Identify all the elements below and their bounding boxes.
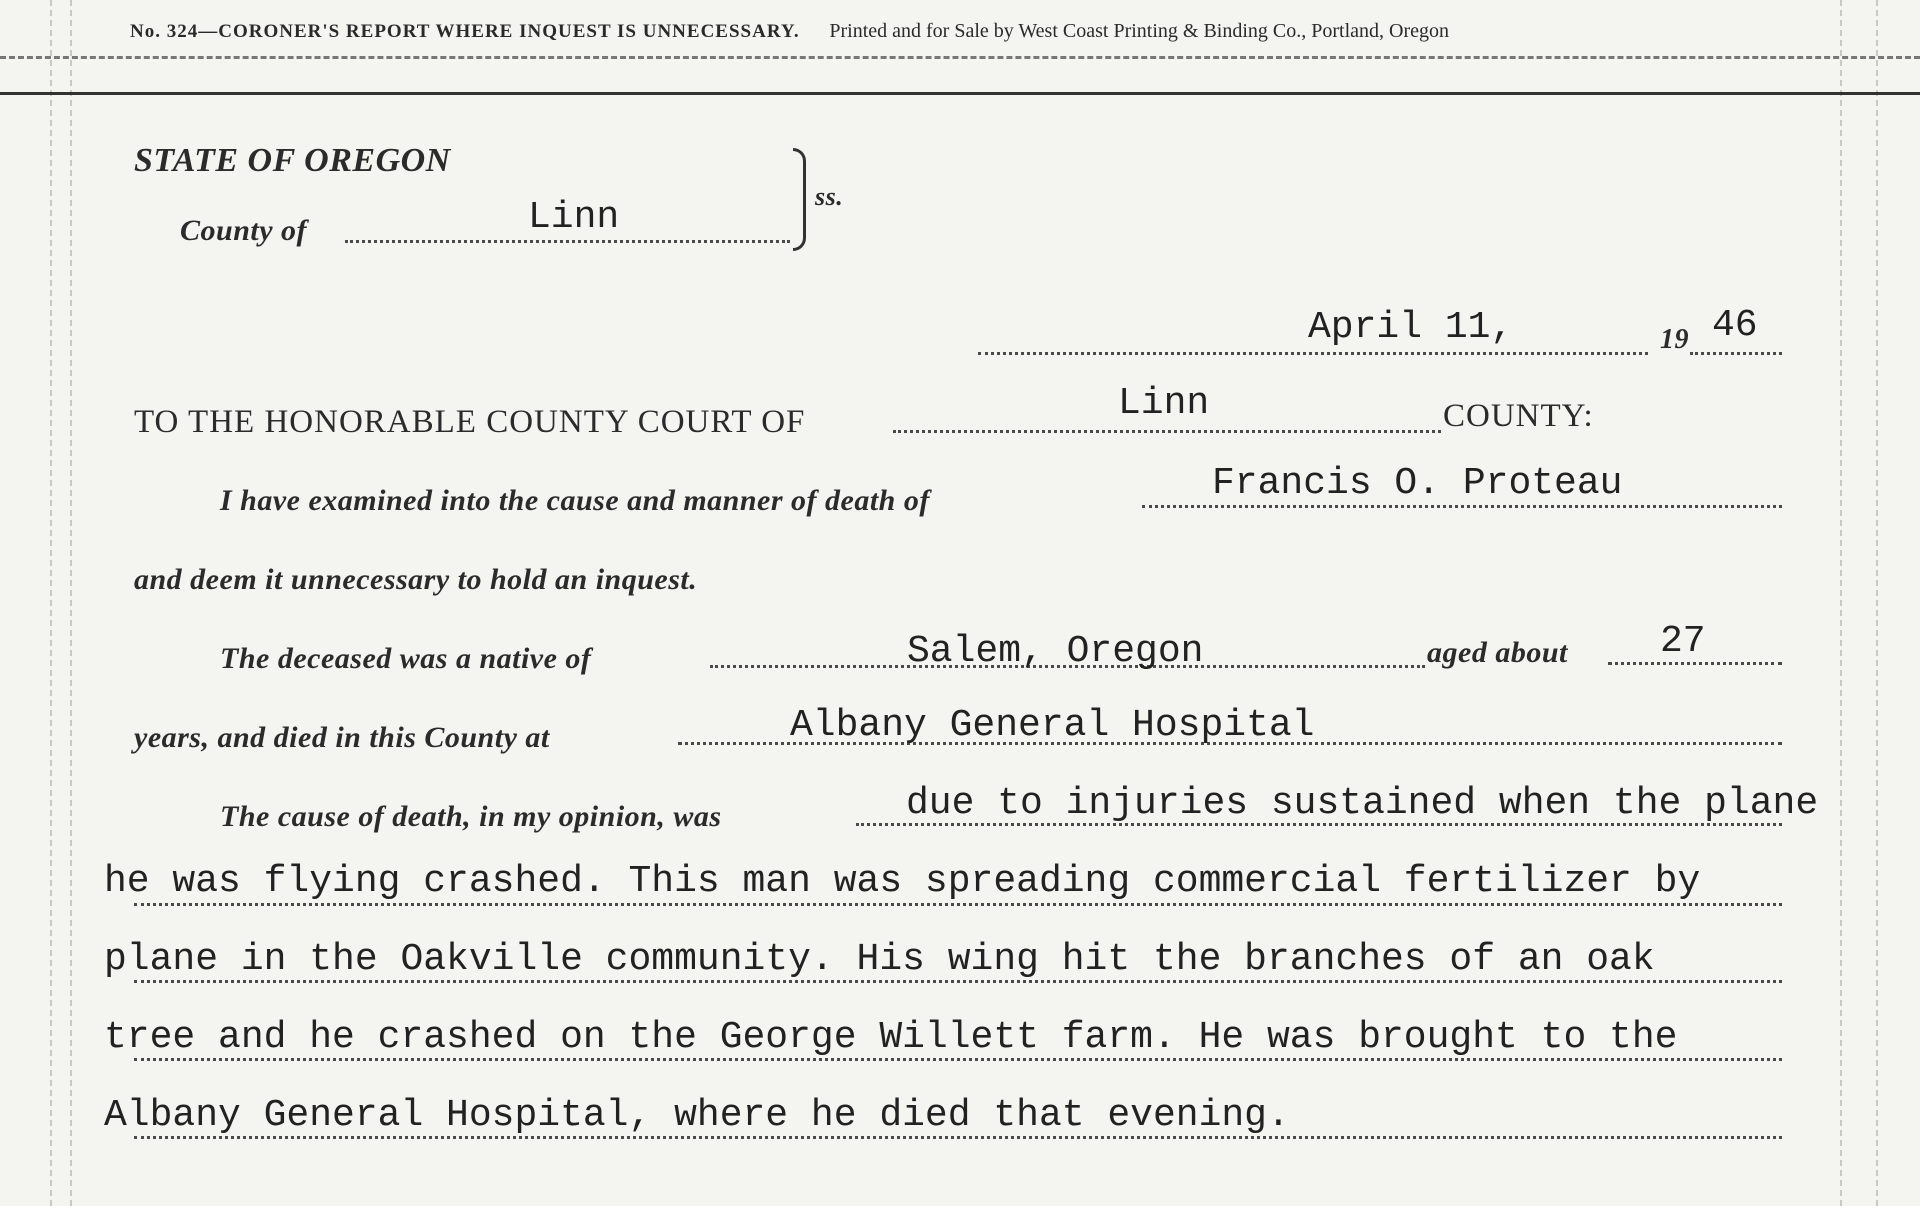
year-prefix: 19 xyxy=(1660,324,1689,355)
aged-label: aged about xyxy=(1427,636,1568,669)
year-suffix: 46 xyxy=(1712,304,1758,347)
cause-label: The cause of death, in my opinion, was xyxy=(220,800,722,833)
court-suffix: COUNTY: xyxy=(1443,398,1594,434)
year-field-line xyxy=(1690,352,1782,355)
brace-top xyxy=(793,148,806,201)
cause-line-4: tree and he crashed on the George Willett farm. He was brought to the xyxy=(104,1016,1678,1059)
scan-edge-line-left xyxy=(50,0,52,1206)
court-county-value: Linn xyxy=(1118,382,1210,425)
county-label: County of xyxy=(180,214,308,247)
court-label: TO THE HONORABLE COUNTY COURT OF xyxy=(134,404,806,440)
header-rule-top xyxy=(0,56,1920,59)
cause-line-2: he was flying crashed. This man was spreading commercial fertilizer by xyxy=(104,860,1701,903)
cause-line-1: due to injuries sustained when the plane xyxy=(906,782,1819,825)
ss-label: ss. xyxy=(815,182,844,211)
cause-field-line-2 xyxy=(134,903,1782,906)
scan-edge-line-far-right xyxy=(1876,0,1878,1206)
form-header xyxy=(130,20,1449,43)
county-value: Linn xyxy=(528,196,620,239)
cause-line-3: plane in the Oakville community. His wing hit the branches of an oak xyxy=(104,938,1655,981)
date-value: April 11, xyxy=(1308,306,1514,349)
cause-line-5: Albany General Hospital, where he died that evening. xyxy=(104,1094,1290,1137)
examination-label: I have examined into the cause and manner of death of xyxy=(220,484,930,517)
scan-edge-line-inner xyxy=(70,0,72,1206)
header-rule-bottom xyxy=(0,92,1920,95)
inquest-statement: and deem it unnecessary to hold an inquest. xyxy=(134,563,698,596)
died-value: Albany General Hospital xyxy=(790,704,1315,747)
date-field-line xyxy=(978,352,1648,355)
form-title: No. 324—CORONER'S REPORT WHERE INQUEST IS UNNECESSARY. xyxy=(130,21,800,42)
name-field-line xyxy=(1142,505,1782,508)
printer-credit: Printed and for Sale by West Coast Printing & Binding Co., Portland, Oregon xyxy=(829,20,1450,42)
died-label: years, and died in this County at xyxy=(134,721,550,754)
scan-edge-line-right xyxy=(1840,0,1842,1206)
native-label: The deceased was a native of xyxy=(220,642,592,675)
court-county-field-line xyxy=(893,430,1441,433)
state-label: STATE OF OREGON xyxy=(134,142,451,179)
deceased-name: Francis O. Proteau xyxy=(1212,462,1623,505)
aged-value: 27 xyxy=(1660,620,1706,663)
native-value: Salem, Oregon xyxy=(907,630,1204,673)
county-field-line xyxy=(345,240,790,243)
brace-bottom xyxy=(793,198,806,251)
